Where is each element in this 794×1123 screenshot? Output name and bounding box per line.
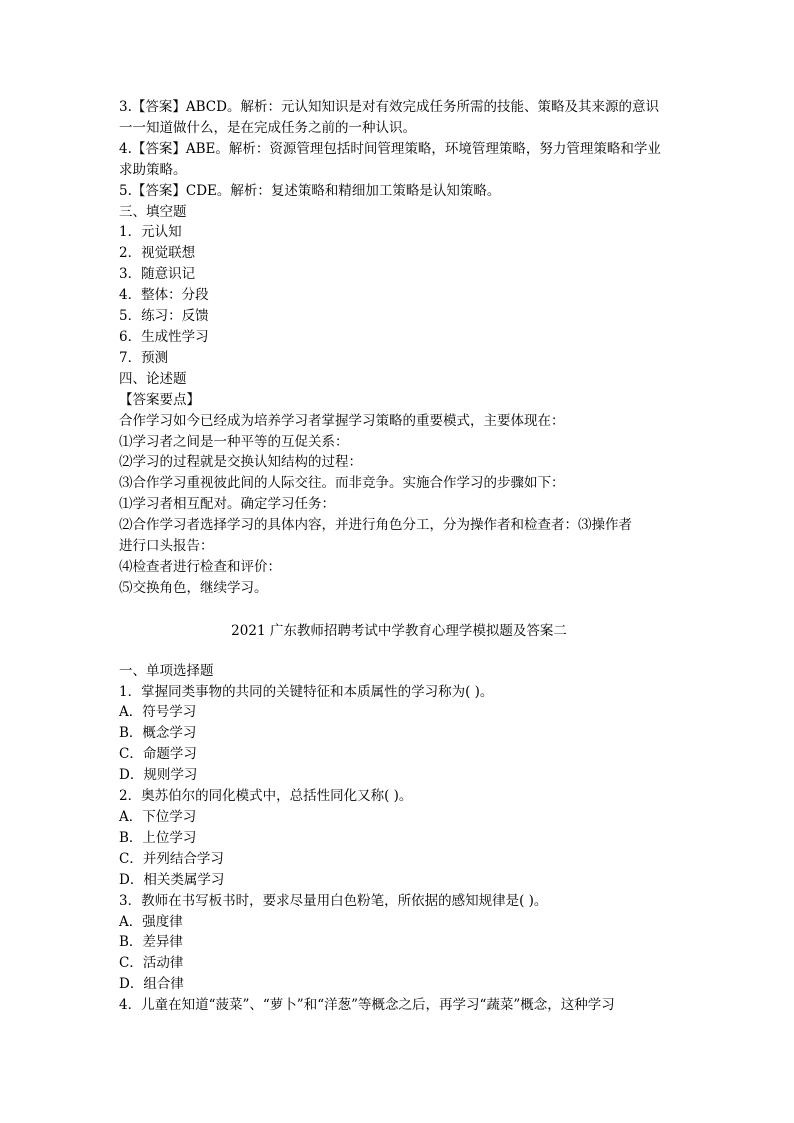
- fill-answer: 3．随意识记: [119, 266, 196, 283]
- essay-line: ⑵学习的过程就是交换认知结构的过程：: [119, 454, 362, 471]
- fill-answer: 5．练习：反馈: [119, 308, 209, 325]
- fill-answer: 7．预测: [119, 349, 169, 366]
- answer-line: 求助策略。: [119, 161, 187, 178]
- document-title: 2021 广东教师招聘考试中学教育心理学模拟题及答案二: [231, 622, 567, 639]
- essay-line: ⑵合作学习者选择学习的具体内容，并进行角色分工，分为操作者和检查者：⑶操作者: [119, 517, 632, 534]
- fill-answer: 4．整体：分段: [119, 287, 209, 304]
- question-option: B．上位学习: [119, 829, 197, 846]
- essay-line: 进行口头报告：: [119, 538, 214, 555]
- fill-answer: 1．元认知: [119, 224, 182, 241]
- question-text: 2．奥苏伯尔的同化模式中，总括性同化又称( )。: [119, 788, 413, 805]
- answer-line: 一一知道做什么，是在完成任务之前的一种认识。: [119, 119, 416, 136]
- question-option: A．下位学习: [119, 809, 197, 825]
- answer-line: 5.【答案】CDE。解析：复述策略和精细加工策略是认知策略。: [119, 182, 501, 199]
- answer-line: 3.【答案】ABCD。解析：元认知知识是对有效完成任务所需的技能、策略及其来源的意识: [119, 99, 659, 115]
- question-text: 4．儿童在知道“菠菜”、“萝卜”和“洋葱”等概念之后，再学习“蔬菜”概念，这种学习: [119, 997, 615, 1014]
- fill-answer: 6．生成性学习: [119, 328, 209, 345]
- question-text: 3．教师在书写板书时，要求尽量用白色粉笔，所依据的感知规律是( )。: [119, 892, 548, 909]
- question-option: D．规则学习: [119, 767, 198, 784]
- question-option: C．活动律: [119, 955, 184, 972]
- essay-line: ⑶合作学习重视彼此间的人际交往。而非竞争。实施合作学习的步骤如下：: [119, 475, 565, 492]
- essay-key-label: 【答案要点】: [119, 391, 200, 408]
- question-option: A．符号学习: [119, 704, 197, 721]
- question-option: B．差异律: [119, 934, 183, 951]
- question-option: B．概念学习: [119, 725, 197, 742]
- essay-line: ⑴学习者之间是一种平等的互促关系：: [119, 433, 349, 450]
- section-heading-single-choice: 一、单项选择题: [119, 662, 214, 679]
- section-heading-essay: 四、论述题: [119, 370, 187, 387]
- question-option: C．并列结合学习: [119, 850, 224, 867]
- answer-line: 4.【答案】ABE。解析：资源管理包括时间管理策略，环境管理策略，努力管理策略和学业: [119, 140, 661, 157]
- essay-line: 合作学习如今已经成为培养学习者掌握学习策略的重要模式，主要体现在：: [119, 412, 565, 429]
- essay-line: ⑴学习者相互配对。确定学习任务：: [119, 496, 335, 513]
- question-option: C．命题学习: [119, 746, 197, 763]
- fill-answer: 2．视觉联想: [119, 245, 196, 262]
- question-option: A．强度律: [119, 913, 183, 930]
- question-text: 1．掌握同类事物的共同的关键特征和本质属性的学习称为( )。: [119, 683, 494, 700]
- document-page: [119, 97, 679, 1016]
- question-option: D．组合律: [119, 976, 184, 993]
- question-option: D．相关类属学习: [119, 871, 225, 888]
- section-heading-fill: 三、填空题: [119, 203, 187, 220]
- essay-line: ⑷检查者进行检查和评价：: [119, 558, 281, 575]
- essay-line: ⑸交换角色，继续学习。: [119, 579, 268, 596]
